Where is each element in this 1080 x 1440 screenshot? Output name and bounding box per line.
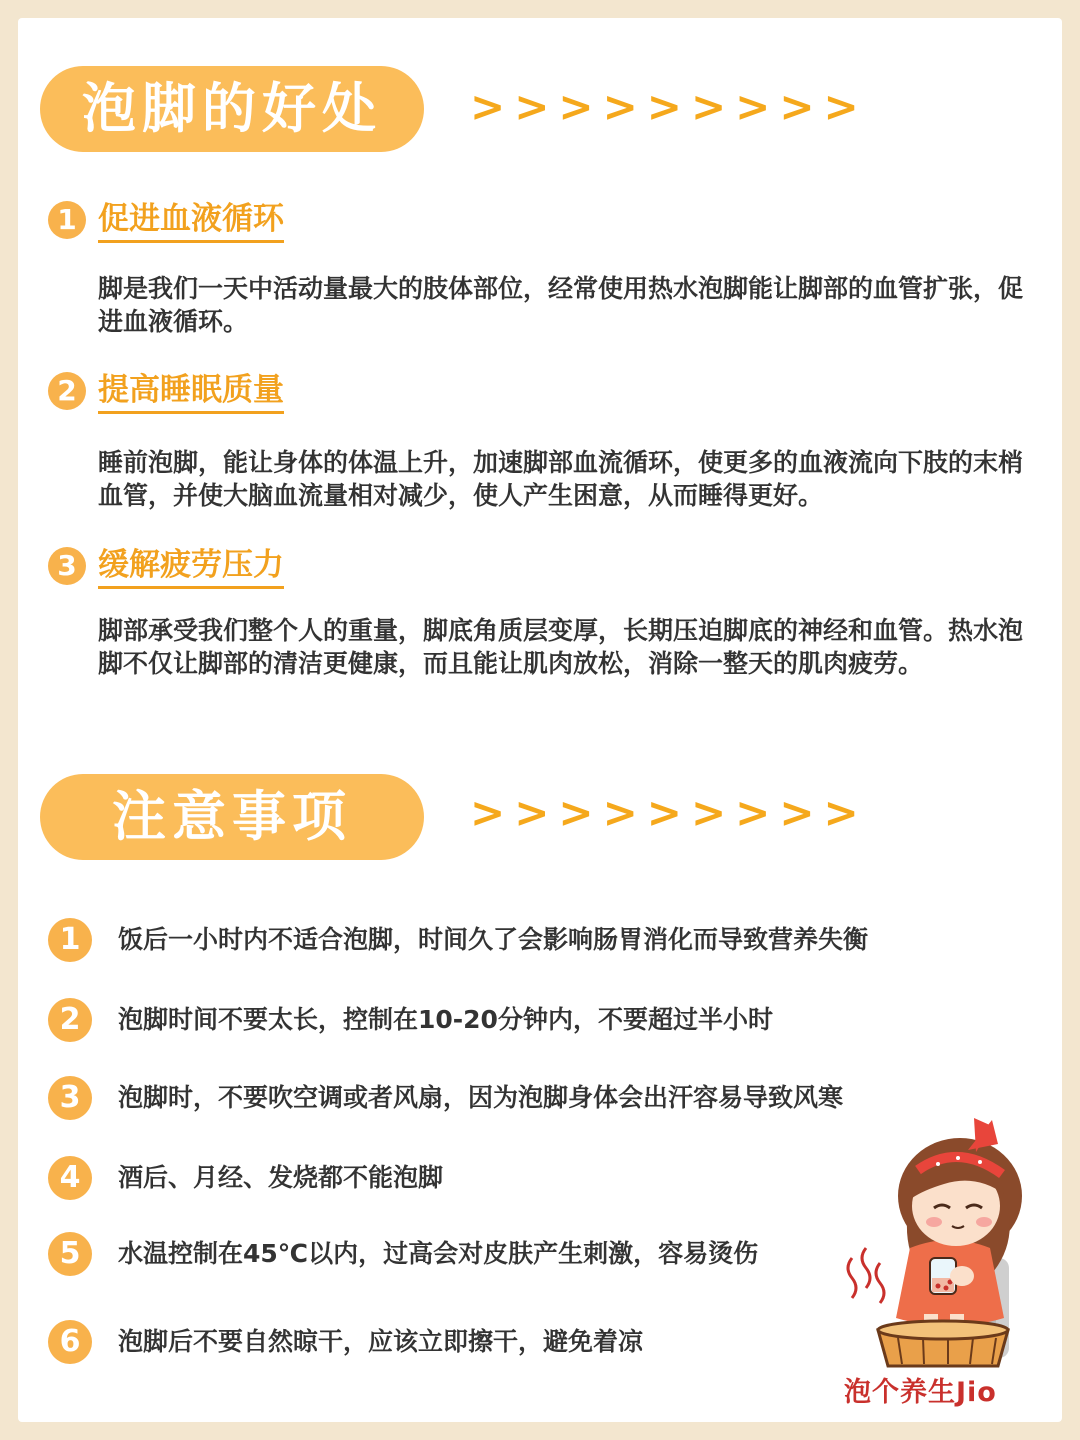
benefit-2-title: 提高睡眠质量 [98, 371, 284, 414]
note-3-number: 3 [48, 1076, 92, 1120]
benefit-1-number: 1 [48, 201, 86, 239]
note-6-number: 6 [48, 1320, 92, 1364]
note-1-text: 饭后一小时内不适合泡脚，时间久了会影响肠胃消化而导致营养失衡 [118, 925, 869, 954]
note-1-number: 1 [48, 918, 92, 962]
benefit-2-number: 2 [48, 372, 86, 410]
benefit-1-body: 脚是我们一天中活动量最大的肢体部位，经常使用热水泡脚能让脚部的血管扩张，促进血液循环。 [98, 274, 1024, 336]
benefit-3-title: 缓解疲劳压力 [98, 546, 284, 589]
benefits-arrows: >>>>>>>>> [470, 82, 868, 131]
girl-foot-soak-illustration [838, 1118, 1048, 1368]
benefit-3-number: 3 [48, 547, 86, 585]
benefits-heading-pill [40, 66, 424, 152]
note-4-text: 酒后、月经、发烧都不能泡脚 [118, 1163, 444, 1192]
benefit-2-body: 睡前泡脚，能让身体的体温上升，加速脚部血流循环，使更多的血液流向下肢的末梢血管，并使大脑血流量相对减少，使人产生困意，从而睡得更好。 [98, 448, 1024, 510]
note-5-text: 水温控制在45℃以内，过高会对皮肤产生刺激，容易烫伤 [118, 1239, 759, 1268]
notes-heading-pill [40, 774, 424, 860]
steam-icon [848, 1258, 856, 1298]
notes-heading: 注意事项 [112, 785, 352, 848]
note-6-text: 泡脚后不要自然晾干，应该立即擦干，避免着凉 [118, 1327, 644, 1356]
content-card [18, 18, 1062, 1422]
note-2-text: 泡脚时间不要太长，控制在10-20分钟内，不要超过半小时 [118, 1005, 773, 1034]
benefit-1-title: 促进血液循环 [98, 200, 284, 243]
note-3-text: 泡脚时，不要吹空调或者风扇，因为泡脚身体会出汗容易导致风寒 [118, 1083, 844, 1112]
note-5-number: 5 [48, 1232, 92, 1276]
note-4-number: 4 [48, 1156, 92, 1200]
note-2-number: 2 [48, 998, 92, 1042]
notes-arrows: >>>>>>>>> [470, 788, 868, 837]
benefit-3-body: 脚部承受我们整个人的重量，脚底角质层变厚，长期压迫脚底的神经和血管。热水泡脚不仅让脚部的清洁更健康，而且能让肌肉放松，消除一整天的肌肉疲劳。 [98, 616, 1024, 678]
benefits-heading: 泡脚的好处 [82, 77, 382, 140]
signature: 泡个养生Jio [844, 1377, 997, 1408]
